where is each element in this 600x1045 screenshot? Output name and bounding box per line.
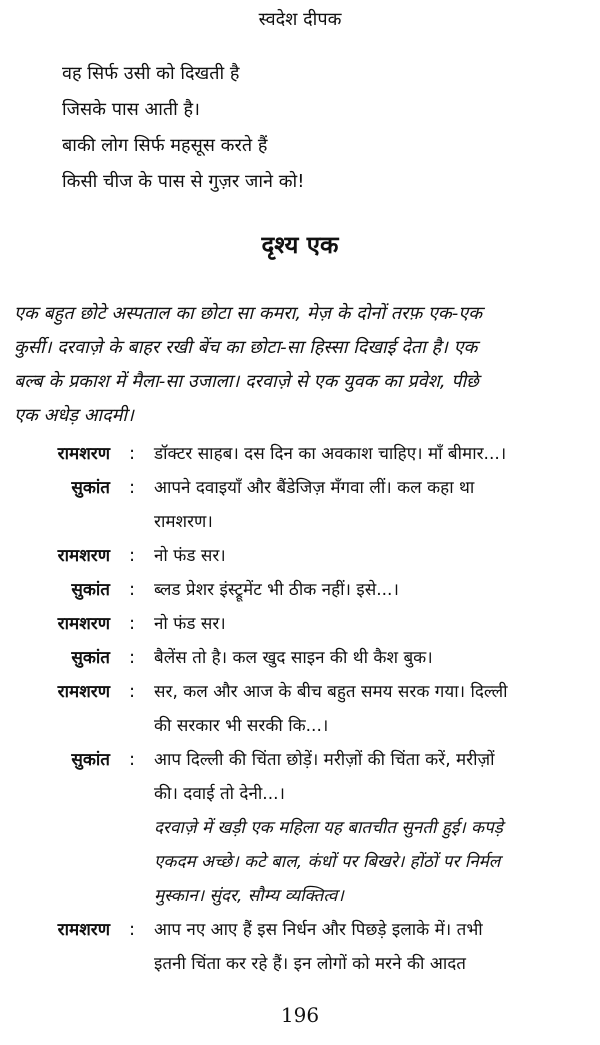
speaker-name: सुकांत [71,580,110,600]
speaker-separator: : [128,647,136,668]
poem-line: किसी चीज के पास से गुज़र जाने को! [62,171,305,192]
speech [0,573,600,607]
speech [0,607,600,641]
opening-stage-direction [14,297,588,433]
speaker-name: सुकांत [71,478,110,498]
speaker-name: रामशरण [57,682,110,702]
speaker-separator: : [128,477,136,498]
speaker-separator: : [128,681,136,702]
speech-line: ब्लड प्रेशर इंस्ट्रूमेंट भी ठीक नहीं। इसे...। [154,580,399,600]
speech-line: आपने दवाइयाँ और बैंडेजिज़ मँगवा लीं। कल कहा था [154,478,475,498]
speech-text [154,675,594,743]
speech [0,913,600,981]
stage-direction-line: दरवाज़े में खड़ी एक महिला यह बातचीत सुनती हुई। कपड़े [154,818,503,838]
poem-line: वह सिर्फ उसी को दिखती है [62,63,240,84]
speech [0,437,600,471]
speech-line: रामशरण। [154,512,213,532]
speech-line: आप दिल्ली की चिंता छोड़ें। मरीज़ों की चिंता करें, मरीज़ों [154,750,495,770]
speech-text [154,437,594,471]
speech-line: बैलेंस तो है। कल खुद साइन की थी कैश बुक। [154,648,433,668]
poem-stanza [62,56,562,200]
stage-direction-line: एक अधेड़ आदमी। [14,405,134,426]
poem-line: बाकी लोग सिर्फ महसूस करते हैं [62,135,268,156]
speech-line: इतनी चिंता कर रहे हैं। इन लोगों को मरने की आदत [154,954,466,974]
stage-direction-line: बल्ब के प्रकाश में मैला-सा उजाला। दरवाज़े से एक युवक का प्रवेश, पीछे [14,371,479,392]
stage-direction-line: एक बहुत छोटे अस्पताल का छोटा सा कमरा, मेज़ के दोनों तरफ़ एक-एक [14,303,483,324]
speaker-separator: : [128,545,136,566]
page-number: 196 [280,1003,320,1027]
running-header: स्वदेश दीपक [258,9,342,30]
speech-line: नो फंड सर। [154,546,226,566]
speech-line: की। दवाई तो देनी...। [154,784,285,804]
speech-text [154,913,594,981]
speech-line: आप नए आए हैं इस निर्धन और पिछड़े इलाके में। तभी [154,920,483,940]
poem-line: जिसके पास आती है। [62,99,200,120]
speech-text [154,607,594,641]
dialogue [0,437,600,981]
speech-line: की सरकार भी सरकी कि...। [154,716,329,736]
speech-line: नो फंड सर। [154,614,226,634]
speech-line: डॉक्टर साहब। दस दिन का अवकाश चाहिए। माँ बीमार...। [154,444,507,464]
speaker-separator: : [128,579,136,600]
stage-direction-line: कुर्सी। दरवाज़े के बाहर रखी बेंच का छोटा-सा हिस्सा दिखाई देता है। एक [14,337,478,358]
speaker-name: रामशरण [57,546,110,566]
speech-text [154,539,594,573]
speaker-name: सुकांत [71,648,110,668]
speech-text [154,743,594,811]
stage-direction-line: एकदम अच्छे। कटे बाल, कंधों पर बिखरे। होंठों पर निर्मल [154,852,501,872]
stage-direction-line: मुस्कान। सुंदर, सौम्य व्यक्तित्व। [154,886,344,906]
speech-line: सर, कल और आज के बीच बहुत समय सरक गया। दिल्ली [154,682,508,702]
speech-text [154,641,594,675]
speaker-name: रामशरण [57,444,110,464]
speech-text [154,573,594,607]
speaker-name: सुकांत [71,750,110,770]
speech-text [154,471,594,539]
inline-stage-direction [154,811,594,913]
speaker-name: रामशरण [57,614,110,634]
speaker-separator: : [128,443,136,464]
speech [0,641,600,675]
speaker-separator: : [128,919,136,940]
speech [0,471,600,539]
speaker-name: रामशरण [57,920,110,940]
speech [0,539,600,573]
speaker-separator: : [128,613,136,634]
scene-title: दृश्य एक [261,231,339,259]
speech [0,743,600,811]
speech [0,675,600,743]
speaker-separator: : [128,749,136,770]
